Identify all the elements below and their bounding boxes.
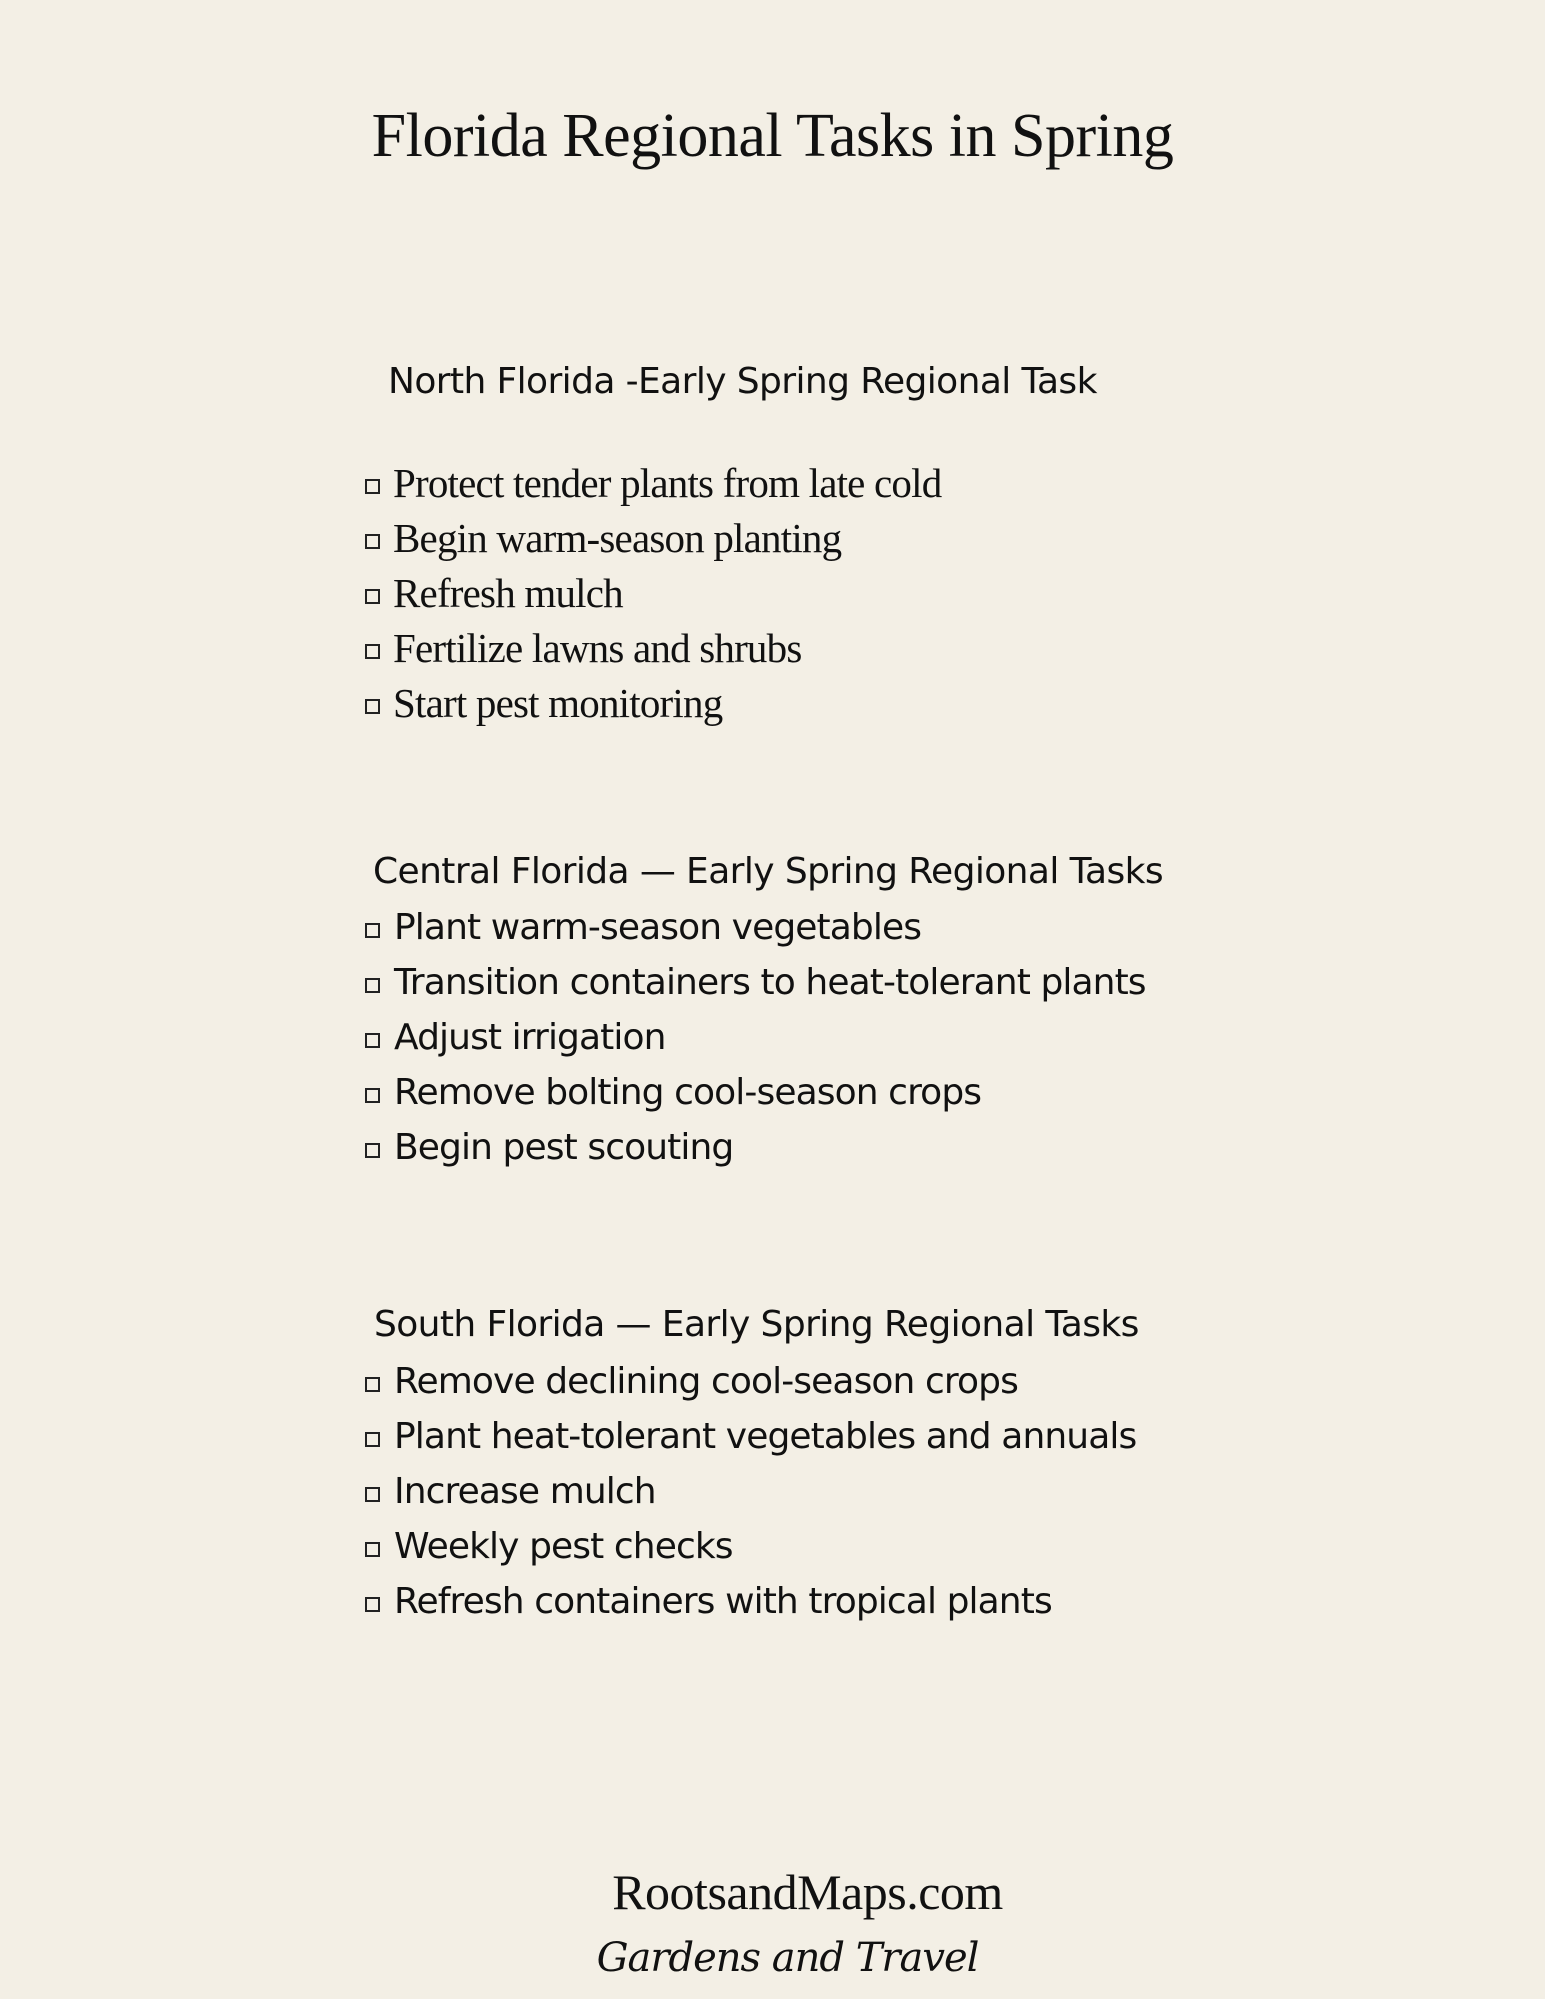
checkbox-icon[interactable] — [365, 534, 380, 549]
checkbox-icon[interactable] — [365, 589, 380, 604]
task-item — [365, 1409, 1136, 1464]
checkbox-icon[interactable] — [365, 1432, 380, 1447]
checkbox-icon[interactable] — [365, 1377, 380, 1392]
task-label: Transition containers to heat-tolerant plants — [394, 962, 1146, 1003]
footer — [0, 1862, 1545, 1986]
task-item — [365, 676, 941, 731]
checkbox-icon[interactable] — [365, 1088, 380, 1103]
task-item — [365, 1010, 1146, 1065]
task-label: Start pest monitoring — [393, 680, 723, 726]
task-item — [365, 1120, 1146, 1175]
checkbox-icon[interactable] — [365, 1487, 380, 1502]
checkbox-icon[interactable] — [365, 1597, 380, 1612]
task-label: Begin warm-season planting — [393, 515, 842, 561]
task-list — [365, 900, 1146, 1175]
task-item — [365, 955, 1146, 1010]
task-item — [365, 1354, 1136, 1409]
task-item — [365, 511, 941, 566]
task-list — [365, 456, 941, 731]
page-title: Florida Regional Tasks in Spring — [371, 102, 1174, 170]
checkbox-icon[interactable] — [365, 699, 380, 714]
task-label: Remove declining cool-season crops — [394, 1361, 1018, 1402]
task-item — [365, 1065, 1146, 1120]
task-label: Protect tender plants from late cold — [393, 460, 942, 506]
checkbox-icon[interactable] — [365, 1033, 380, 1048]
task-label: Refresh containers with tropical plants — [394, 1581, 1052, 1622]
task-label: Adjust irrigation — [394, 1017, 666, 1058]
task-item — [365, 621, 941, 676]
task-label: Plant warm-season vegetables — [394, 907, 922, 948]
section-heading: North Florida -Early Spring Regional Task — [388, 361, 1097, 402]
task-label: Increase mulch — [394, 1471, 656, 1512]
checkbox-icon[interactable] — [365, 923, 380, 938]
task-item — [365, 1519, 1136, 1574]
task-label: Fertilize lawns and shrubs — [393, 625, 802, 671]
checkbox-icon[interactable] — [365, 1143, 380, 1158]
section-heading: Central Florida — Early Spring Regional Tasks — [373, 851, 1164, 892]
task-label: Begin pest scouting — [394, 1127, 734, 1168]
checkbox-icon[interactable] — [365, 644, 380, 659]
checkbox-icon[interactable] — [365, 978, 380, 993]
site-name: RootsandMaps.com — [612, 1864, 1003, 1920]
task-label: Weekly pest checks — [394, 1526, 733, 1567]
task-list — [365, 1354, 1136, 1629]
task-item — [365, 456, 941, 511]
checkbox-icon[interactable] — [365, 1542, 380, 1557]
task-label: Plant heat-tolerant vegetables and annuals — [394, 1416, 1137, 1457]
site-tagline: Gardens and Travel — [596, 1935, 979, 1981]
task-label: Refresh mulch — [393, 570, 623, 616]
section-heading: South Florida — Early Spring Regional Tasks — [374, 1304, 1139, 1345]
task-item — [365, 566, 941, 621]
task-item — [365, 1574, 1136, 1629]
task-item — [365, 900, 1146, 955]
checkbox-icon[interactable] — [365, 479, 380, 494]
task-item — [365, 1464, 1136, 1519]
task-label: Remove bolting cool-season crops — [394, 1072, 982, 1113]
